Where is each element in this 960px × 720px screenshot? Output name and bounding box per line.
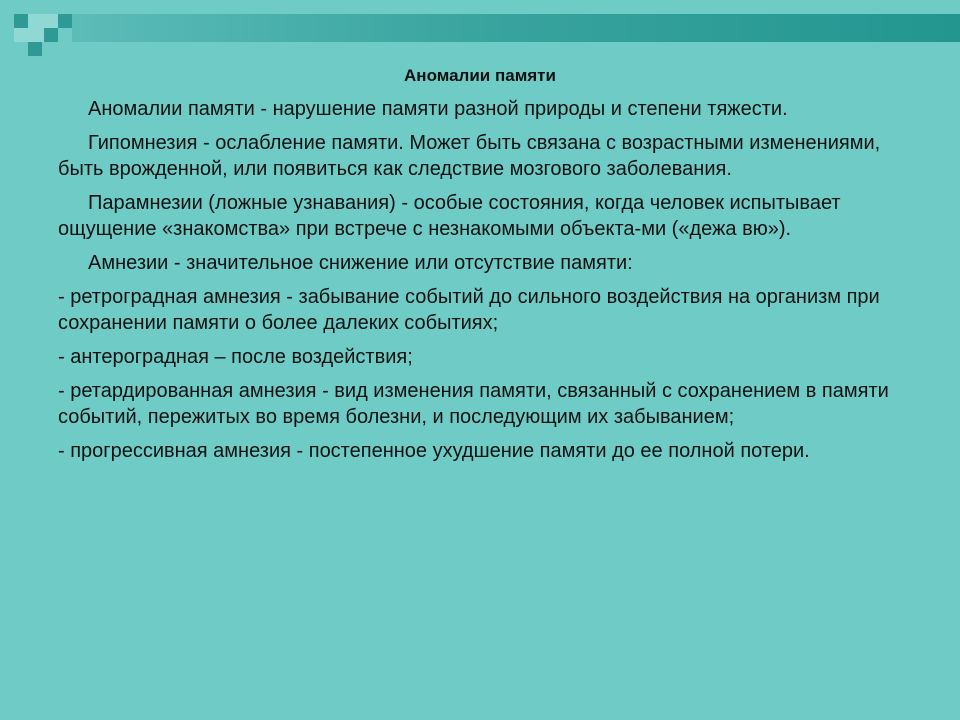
list-item-retarded: - ретардированная амнезия - вид изменения памяти, связанный с сохранением в памяти событий, пережитых во время болезни, и последующим их забыванием; bbox=[58, 380, 889, 428]
list-item-anterograde: - антероградная – после воздействия; bbox=[58, 346, 413, 368]
decor-square bbox=[14, 28, 28, 42]
header-banner bbox=[72, 14, 960, 42]
decor-square bbox=[58, 14, 72, 28]
paragraph-paramnesia: Парамнезии (ложные узнавания) - особые состояния, когда человек испытывает ощущение «знакомства» при встрече с незнакомыми объекта-ми («дежа вю»). bbox=[58, 192, 841, 240]
decor-square bbox=[44, 28, 58, 42]
decor-square bbox=[14, 14, 28, 28]
paragraph-definition: Аномалии памяти - нарушение памяти разной природы и степени тяжести. bbox=[88, 98, 788, 120]
list-item-retrograde: - ретроградная амнезия - забывание событий до сильного воздействия на организм при сохранении памяти о более далеких событиях; bbox=[58, 286, 880, 334]
decor-square bbox=[44, 14, 58, 28]
decor-square bbox=[28, 14, 44, 42]
paragraph-hypomnesia: Гипомнезия - ослабление памяти. Может быть связана с возрастными изменениями, быть врожденной, или появиться как следствие мозгового заболевания. bbox=[58, 132, 881, 180]
paragraph-amnesia: Амнезии - значительное снижение или отсутствие памяти: bbox=[88, 252, 633, 274]
decor-square bbox=[28, 42, 42, 56]
list-item-progressive: - прогрессивная амнезия - постепенное ухудшение памяти до ее полной потери. bbox=[58, 440, 810, 462]
slide-title: Аномалии памяти bbox=[404, 66, 556, 85]
slide-body bbox=[58, 96, 910, 472]
